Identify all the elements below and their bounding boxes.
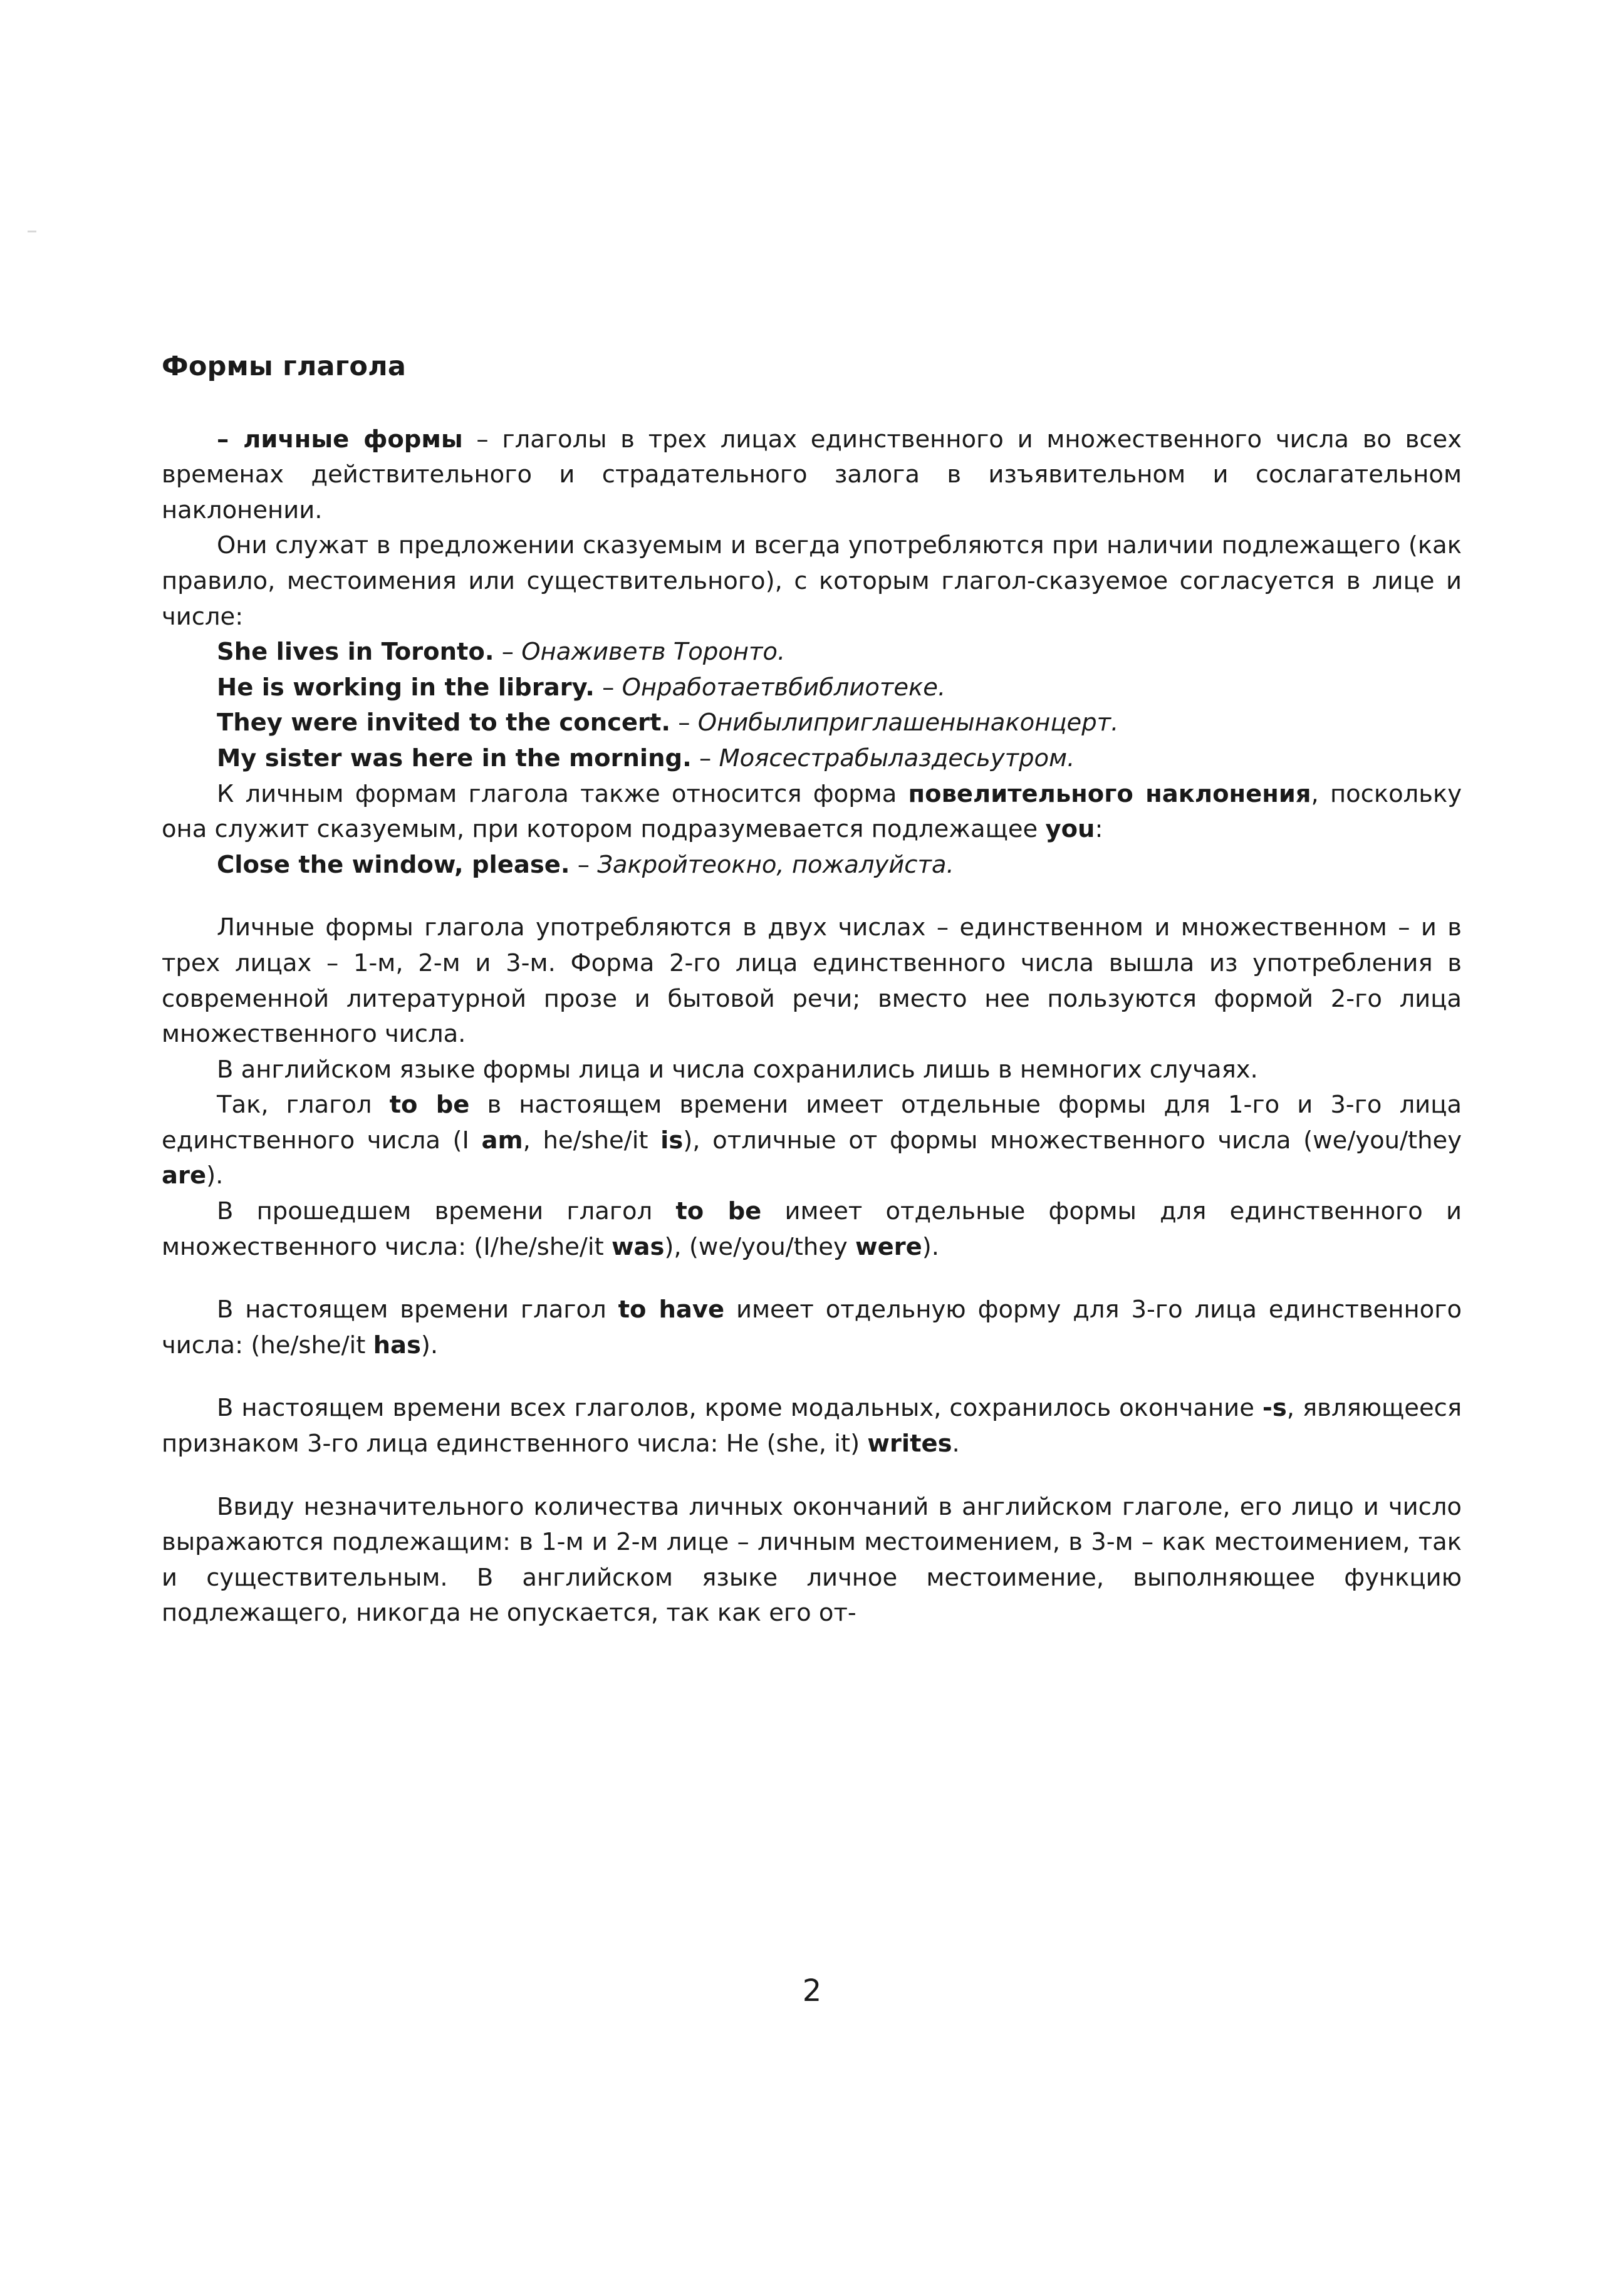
term-are: are xyxy=(162,1161,207,1190)
paragraph-text: , являющееся признаком 3-го лица единственного числа: He (she, it) xyxy=(162,1394,1462,1458)
paragraph-text: ), отличные от формы множественного числа (we/you/they xyxy=(683,1126,1462,1155)
example-sentence-1 xyxy=(162,635,1462,670)
example-sentence-3 xyxy=(162,705,1462,741)
paragraph-text: ). xyxy=(420,1331,439,1359)
term-to-have: to have xyxy=(618,1296,725,1324)
paragraph-s-ending xyxy=(162,1391,1462,1462)
example-separator: – xyxy=(594,673,622,702)
example-sentence-2 xyxy=(162,670,1462,706)
paragraph-english-forms-preserved xyxy=(162,1052,1462,1088)
example-english: My sister was here in the morning. xyxy=(217,744,692,772)
term-s-ending: -s xyxy=(1262,1394,1287,1423)
paragraph-subject-expression xyxy=(162,1490,1462,1631)
term-has: has xyxy=(373,1331,421,1359)
term-personal-forms: – личные формы xyxy=(217,425,463,454)
paragraph-text: имеет отдельную форму для 3-го лица единственного числа: (he/she/it xyxy=(162,1296,1462,1359)
paragraph-text: . xyxy=(952,1430,960,1458)
example-russian: Моясестрабылаздесьутром. xyxy=(719,744,1075,772)
term-imperative-mood: повелительного наклонения xyxy=(908,779,1311,808)
paragraph-to-be-present xyxy=(162,1088,1462,1194)
page-content xyxy=(162,351,1462,1631)
example-sentence-4 xyxy=(162,741,1462,777)
term-am: am xyxy=(481,1126,523,1155)
paragraph-imperative-mood xyxy=(162,777,1462,848)
paragraph-text: , поскольку она служит сказуемым, при котором подразумевается подлежащее xyxy=(162,779,1462,844)
example-separator: – xyxy=(494,638,522,667)
example-russian: Онибылиприглашенынаконцерт. xyxy=(697,709,1119,737)
paragraph-text: В прошедшем времени глагол xyxy=(217,1197,676,1226)
term-were: were xyxy=(855,1232,922,1261)
example-russian: Онаживетв Торонто. xyxy=(521,638,786,667)
paragraph-text: имеет отдельные формы для единственного и множественного числа: (I/he/she/it xyxy=(162,1197,1462,1261)
term-to-be: to be xyxy=(389,1091,470,1119)
page-number: 2 xyxy=(802,1973,822,2008)
paragraph-text: ). xyxy=(922,1232,940,1261)
example-separator: – xyxy=(670,709,698,737)
term-to-be: to be xyxy=(675,1197,762,1226)
term-writes: writes xyxy=(867,1430,952,1458)
page-edge-mark xyxy=(28,231,36,232)
example-sentence-5 xyxy=(162,848,1462,883)
example-separator: – xyxy=(691,744,719,772)
paragraph-text: ). xyxy=(206,1161,224,1190)
paragraph-text: В настоящем времени всех глаголов, кроме модальных, сохранилось окончание xyxy=(217,1394,1262,1423)
example-russian: Закройтеокно, пожалуйста. xyxy=(597,850,954,879)
paragraph-text: Личные формы глагола употребляются в двух числах – единственном и множественном – и в трех лицах – 1-м, 2-м и 3-м. Форма 2-го лица единственного числа вышла из употребления в современной литературной прозе и бытовой речи; вместо нее пользуются формой 2-го лица множественного числа. xyxy=(162,913,1462,1049)
example-english: She lives in Toronto. xyxy=(217,638,494,667)
paragraph-predicate-agreement xyxy=(162,528,1462,635)
paragraph-text: , he/she/it xyxy=(523,1126,661,1155)
paragraph-numbers-and-persons xyxy=(162,910,1462,1052)
paragraph-to-be-past xyxy=(162,1194,1462,1265)
example-english: He is working in the library. xyxy=(217,673,595,702)
paragraph-to-have-present xyxy=(162,1292,1462,1363)
page-title: Формы глагола xyxy=(162,351,407,382)
paragraph-personal-forms xyxy=(162,422,1462,529)
paragraph-text: в настоящем времени имеет отдельные формы для 1-го и 3-го лица единственного числа (I xyxy=(162,1091,1462,1155)
paragraph-text: – глаголы в трех лицах единственного и множественного числа во всех временах действительного и страдательного залога в изъявительном и сослагательном наклонении. xyxy=(162,425,1462,524)
example-english: Close the window, please. xyxy=(217,850,570,879)
paragraph-text: Ввиду незначительного количества личных окончаний в английском глаголе, его лицо и число выражаются подлежащим: в 1-м и 2-м лице – личным местоимением, в 3-м – как местоимением, так и существительным. В английском языке личное местоимение, выполняющее функцию подлежащего, никогда не опускается, так как его от- xyxy=(162,1492,1462,1628)
paragraph-text: ), (we/you/they xyxy=(664,1232,855,1261)
paragraph-text: : xyxy=(1095,815,1103,844)
example-russian: Онработаетвбиблиотеке. xyxy=(622,673,946,702)
paragraph-text: К личным формам глагола также относится форма xyxy=(217,779,908,808)
example-english: They were invited to the concert. xyxy=(217,709,671,737)
example-separator: – xyxy=(570,850,598,879)
term-was: was xyxy=(611,1232,665,1261)
term-is: is xyxy=(660,1126,684,1155)
paragraph-text: Они служат в предложении сказуемым и всегда употребляются при наличии подлежащего (как правило, местоимения или существительного), с которым глагол-сказуемое согласуется в лице и числе: xyxy=(162,531,1462,631)
term-you: you xyxy=(1045,815,1095,844)
paragraph-text: В настоящем времени глагол xyxy=(217,1296,618,1324)
paragraph-text: Так, глагол xyxy=(217,1091,390,1119)
paragraph-text: В английском языке формы лица и числа сохранились лишь в немногих случаях. xyxy=(217,1055,1258,1084)
